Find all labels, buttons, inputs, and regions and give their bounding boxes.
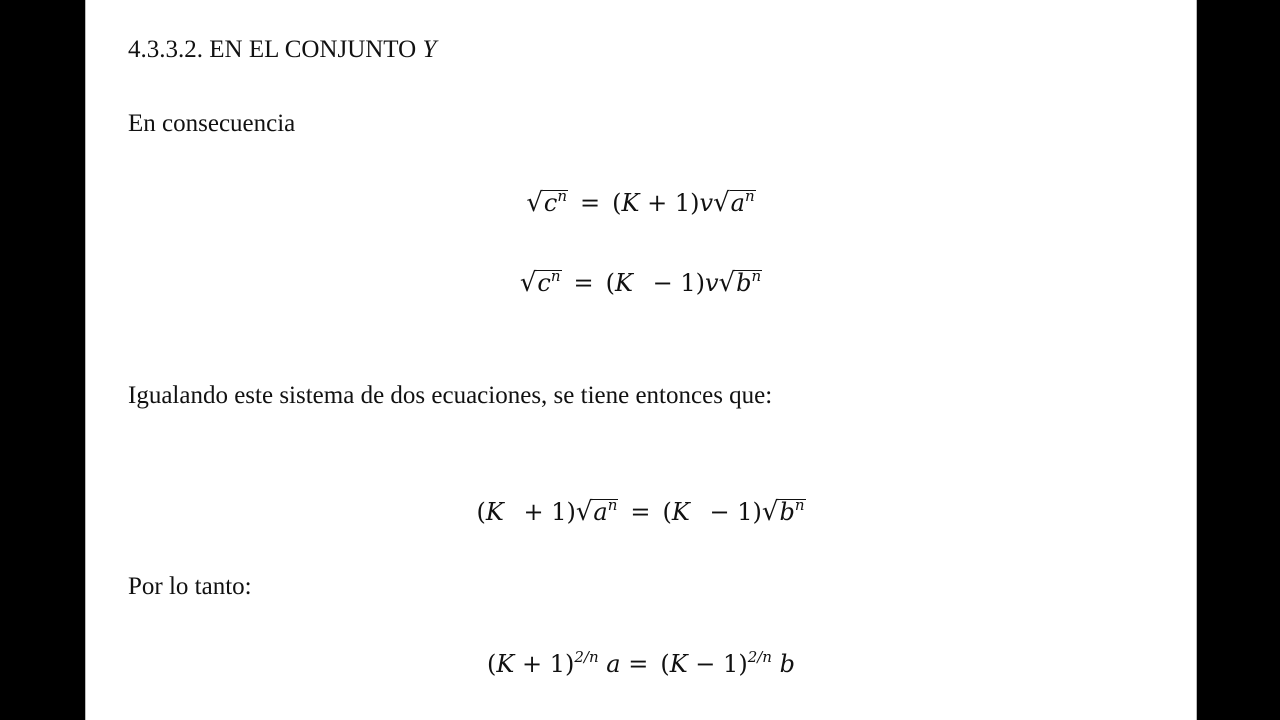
equation-3: $(K + 1)√a^n = (K - 1)√b^n$ xyxy=(476,496,805,527)
paragraph-por-lo-tanto: Por lo tanto: xyxy=(128,573,252,600)
heading-variable: Y xyxy=(422,36,437,63)
section-heading: 4.3.3.2. EN EL CONJUNTO Y xyxy=(128,36,437,63)
equation-2: $√c^n = (K - 1)v√b^n$ xyxy=(519,267,762,298)
paragraph-en-consecuencia: En consecuencia xyxy=(128,110,296,137)
document-page xyxy=(85,0,1197,720)
equation-4: $(K + 1)^{2/n}$ $a = (K - 1)^{2/n}$ b xyxy=(487,648,795,678)
paragraph-igualando: Igualando este sistema de dos ecuaciones, se tiene entonces que: xyxy=(128,382,773,409)
equation-1: $√c^n = (K + 1)v√a^n$ xyxy=(526,187,755,218)
